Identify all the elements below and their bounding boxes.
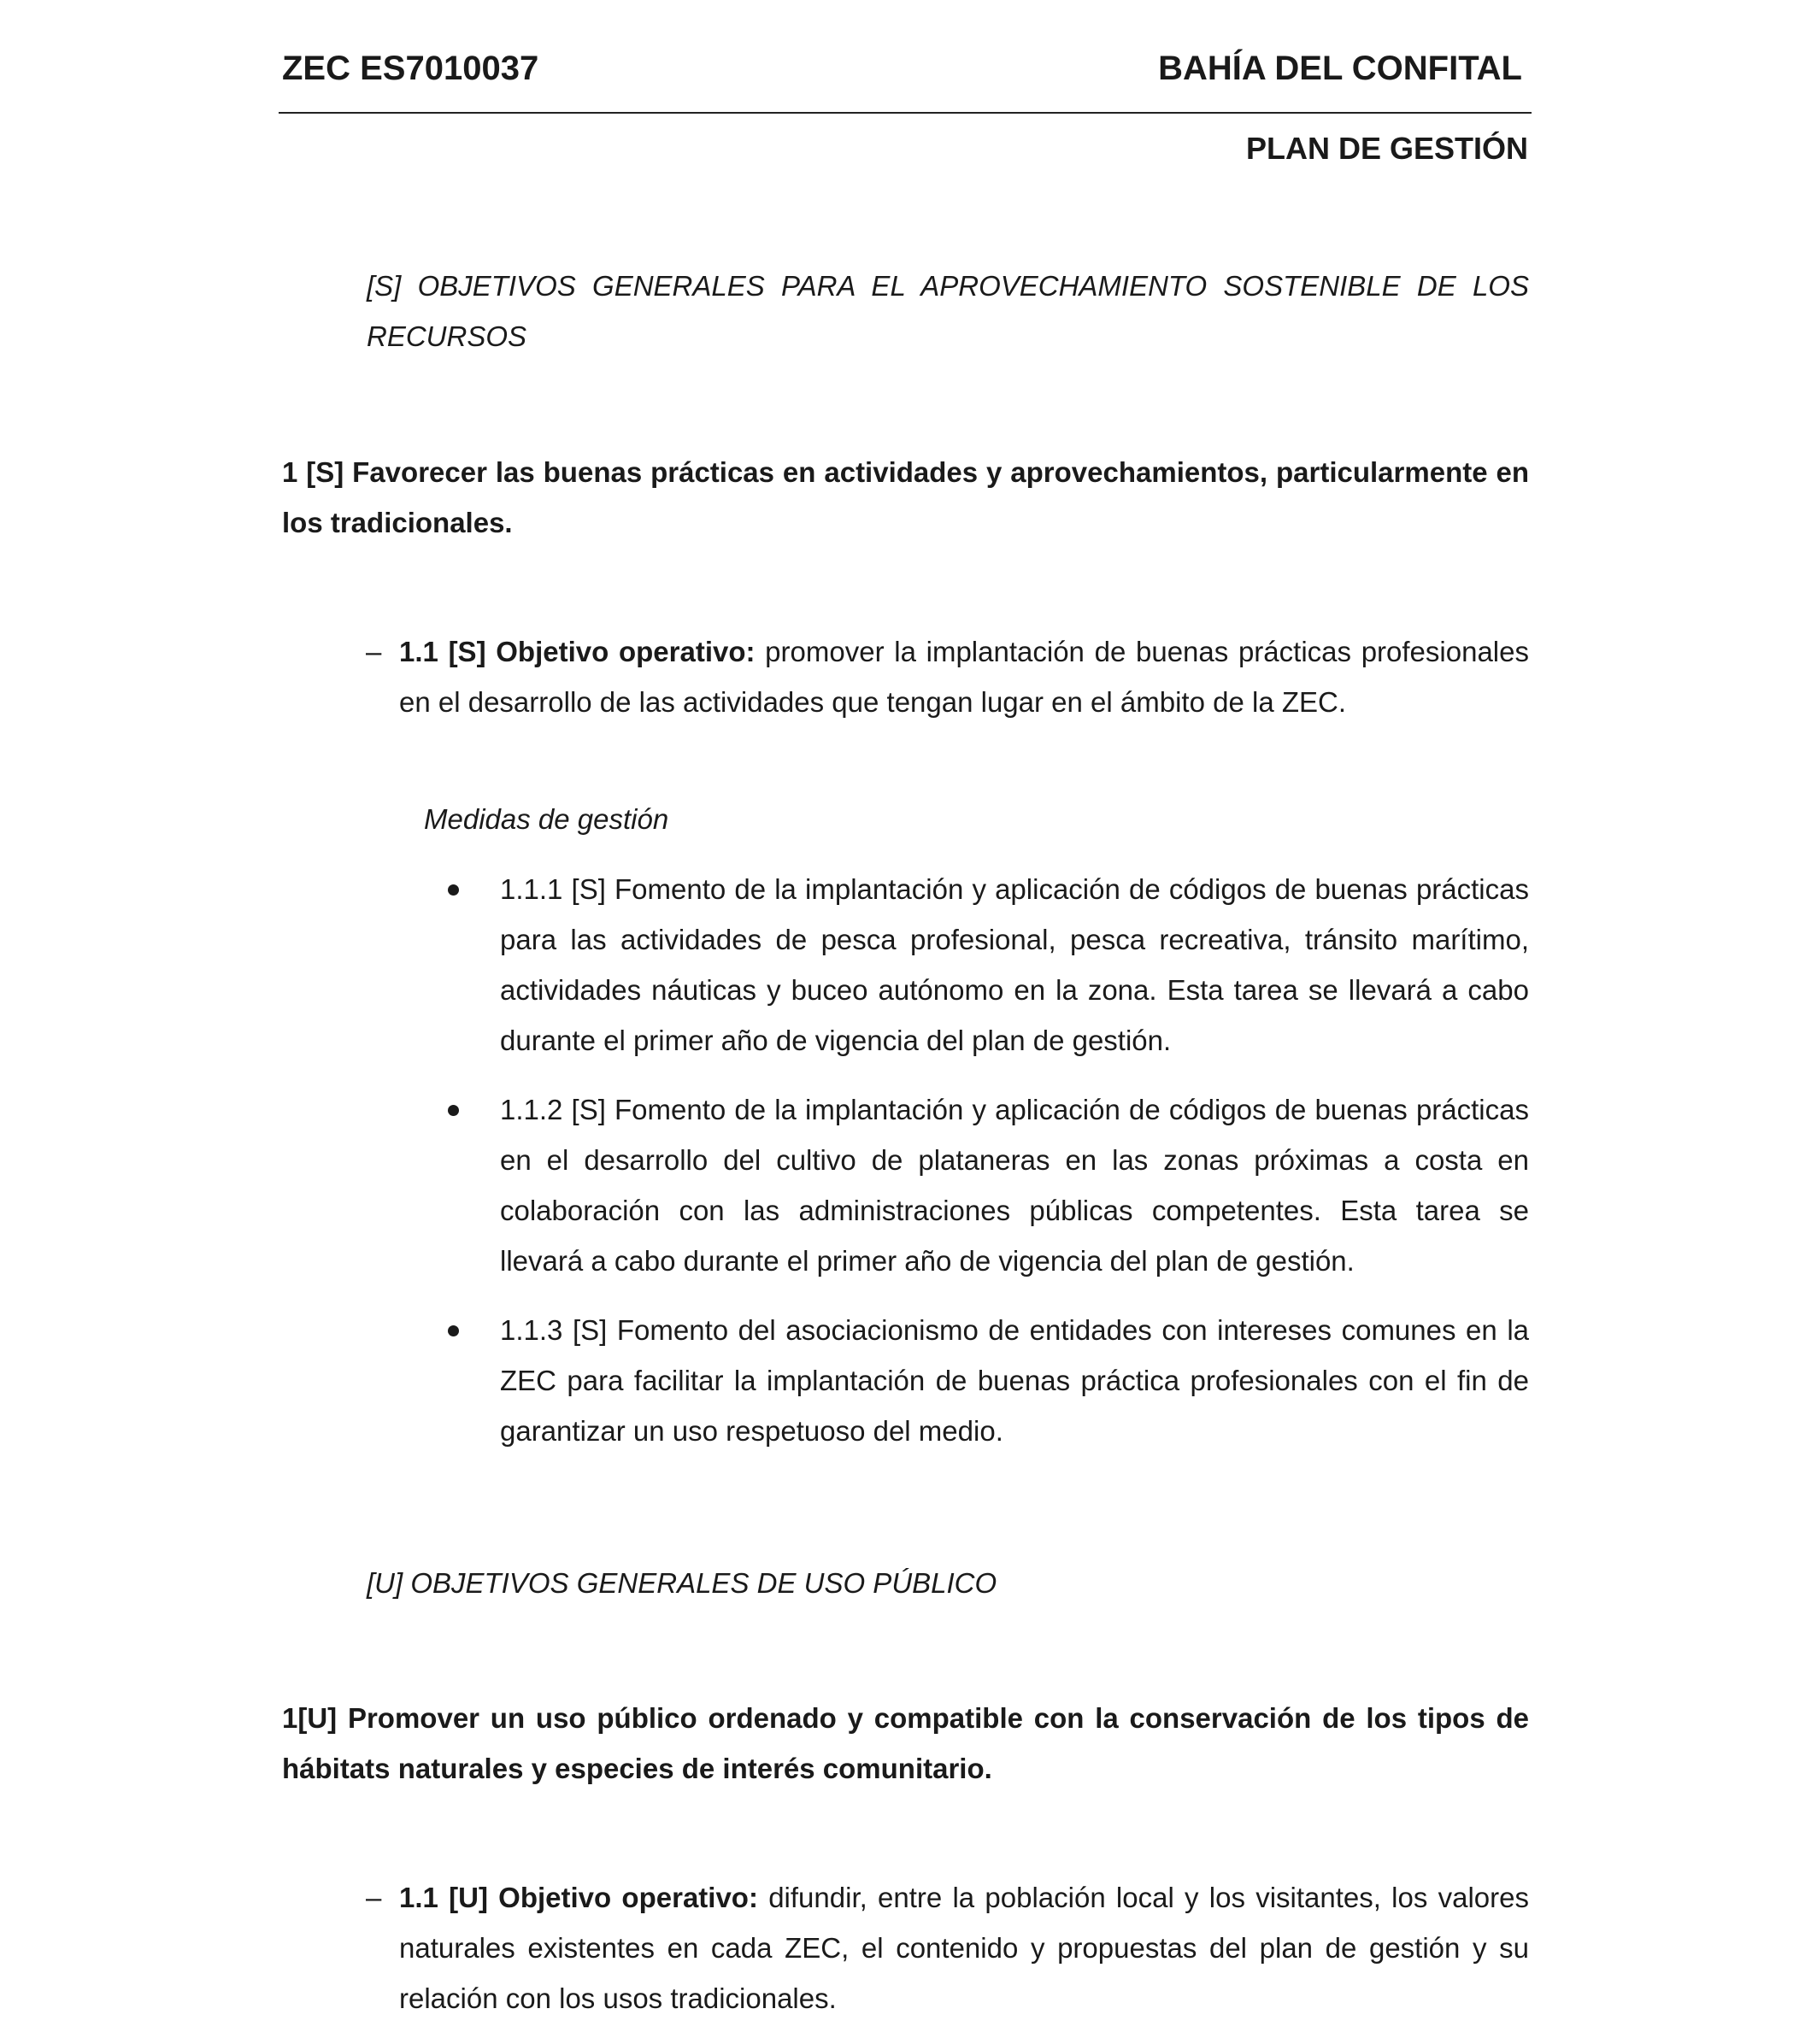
measure-item-1-1-1: 1.1.1 [S] Fomento de la implantación y aplicación de códigos de buenas prácticas para las actividades de pesca profesional, pesca recreativa, tránsito marítimo, actividades náuticas y buceo autónomo en la zona. Esta tarea se llevará a cabo durante el primer año de vigencia del plan de gestión.: [500, 873, 1529, 1056]
section-s-operative-text: promover la implantación de buenas prácticas profesionales en el desarrollo de las actividades que tengan lugar en el ámbito de la ZEC.: [399, 636, 1529, 718]
header-site-name: BAHÍA DEL CONFITAL: [1158, 50, 1522, 87]
bullet-icon: [448, 1325, 459, 1336]
section-s-heading: [S] OBJETIVOS GENERALES PARA EL APROVECHAMIENTO SOSTENIBLE DE LOS RECURSOS: [367, 270, 1529, 352]
header-divider: [279, 112, 1532, 114]
header-zec-code: ZEC ES7010037: [282, 50, 539, 87]
bullet-icon: [448, 884, 459, 896]
section-s-operative-dash: –: [366, 636, 382, 667]
header-doc-type: PLAN DE GESTIÓN: [1245, 131, 1528, 166]
section-u-operative-dash: –: [366, 1882, 382, 1913]
section-u-operative-label: 1.1 [U] Objetivo operativo:: [399, 1882, 758, 1913]
bullet-icon: [448, 1105, 459, 1116]
section-u-heading: [U] OBJETIVOS GENERALES DE USO PÚBLICO: [367, 1567, 997, 1599]
measure-item-1-1-3: 1.1.3 [S] Fomento del asociacionismo de entidades con intereses comunes en la ZEC para facilitar la implantación de buenas práctica profesionales con el fin de garantizar un uso respetuoso del medio.: [500, 1314, 1529, 1447]
measures-title: Medidas de gestión: [424, 803, 669, 835]
section-s-general-objective: 1 [S] Favorecer las buenas prácticas en actividades y aprovechamientos, particularmente en los tradicionales.: [282, 456, 1529, 538]
section-u-general-objective: 1[U] Promover un uso público ordenado y compatible con la conservación de los tipos de hábitats naturales y especies de interés comunitario.: [282, 1702, 1529, 1784]
section-u-operative-text: difundir, entre la población local y los visitantes, los valores naturales existentes en cada ZEC, el contenido y propuestas del plan de gestión y su relación con los usos tradicionales.: [399, 1882, 1529, 2014]
section-u-operative-objective: [399, 1872, 1529, 2023]
measure-item-1-1-2: 1.1.2 [S] Fomento de la implantación y aplicación de códigos de buenas prácticas en el desarrollo del cultivo de plataneras en las zonas próximas a costa en colaboración con las administraciones públicas competentes. Esta tarea se llevará a cabo durante el primer año de vigencia del plan de gestión.: [500, 1094, 1529, 1277]
section-s-operative-label: 1.1 [S] Objetivo operativo:: [399, 636, 756, 667]
section-s-operative-objective: [399, 626, 1529, 727]
